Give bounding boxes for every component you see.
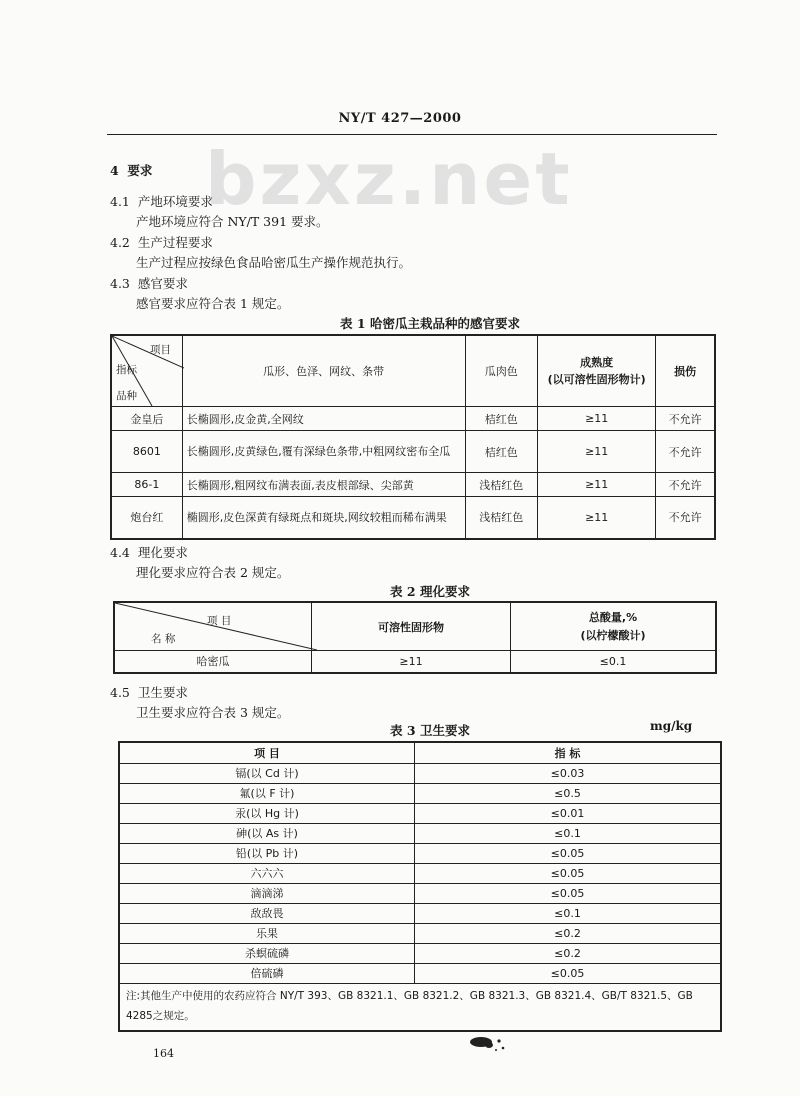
item-cell: 砷(以 As 计): [119, 823, 415, 843]
table-row: [119, 863, 721, 883]
value-cell: ≤0.05: [415, 883, 722, 903]
subsection-title: 感官要求: [137, 276, 188, 291]
ripeness-cell: ≥11: [538, 431, 656, 473]
item-cell: 乐果: [119, 923, 415, 943]
description-cell: 椭圆形,皮色深黄有绿斑点和斑块,网纹较粗而稀布满果: [182, 497, 465, 539]
table-row: [119, 923, 721, 943]
table-row: [119, 763, 721, 783]
header-ripeness-line1: 成熟度: [580, 356, 614, 369]
table-note-row: [119, 983, 721, 1031]
item-cell: 杀螟硫磷: [119, 943, 415, 963]
variety-cell: 8601: [111, 431, 182, 473]
name-cell: 哈密瓜: [114, 651, 312, 673]
header-ripeness-line2: (以可溶性固形物计): [547, 373, 646, 386]
total-acid-cell: ≤0.1: [511, 651, 717, 673]
header-ripeness: [538, 335, 656, 407]
subsection-4-1-heading: [110, 192, 213, 210]
subsection-4-3-heading: [110, 274, 188, 292]
item-cell: 六六六: [119, 863, 415, 883]
table-row: [119, 883, 721, 903]
item-cell: 氟(以 F 计): [119, 783, 415, 803]
subsection-4-3-text: 感官要求应符合表 1 规定。: [136, 296, 290, 311]
table3-caption: 表 3 卫生要求: [390, 723, 470, 738]
header-soluble-solids: 可溶性固形物: [312, 602, 511, 651]
subsection-title: 理化要求: [137, 545, 188, 560]
description-cell: 长椭圆形,皮黄绿色,覆有深绿色条带,中粗网纹密布全瓜: [182, 431, 465, 473]
document-code-header: NY/T 427—2000: [338, 111, 462, 126]
item-cell: 滴滴涕: [119, 883, 415, 903]
value-cell: ≤0.1: [415, 903, 722, 923]
flesh-color-cell: 浅桔红色: [465, 473, 538, 497]
value-cell: ≤0.05: [415, 863, 722, 883]
header-shape: 瓜形、色泽、网纹、条带: [182, 335, 465, 407]
subsection-number: 4.3: [110, 276, 130, 291]
table3-unit: mg/kg: [650, 719, 693, 733]
flesh-color-cell: 桔红色: [465, 431, 538, 473]
corner-variety-label: 品种: [116, 390, 137, 402]
table-row: [119, 783, 721, 803]
section-title: 要求: [127, 163, 153, 178]
flesh-color-cell: 浅桔红色: [465, 497, 538, 539]
value-cell: ≤0.5: [415, 783, 722, 803]
table3-note: 注:其他生产中使用的农药应符合 NY/T 393、GB 8321.1、GB 8321.2、GB 8321.3、GB 8321.4、GB/T 8321.5、GB 4285之规定。: [119, 983, 721, 1031]
table-row: [119, 803, 721, 823]
ripeness-cell: ≥11: [538, 473, 656, 497]
subsection-number: 4.1: [110, 194, 130, 209]
corner-index-label: 指标: [116, 364, 137, 376]
table1: [110, 334, 716, 540]
table-header-row: [111, 335, 715, 407]
corner-name-label: 名 称: [151, 633, 176, 645]
table-row: [111, 407, 715, 431]
value-cell: ≤0.2: [415, 923, 722, 943]
value-cell: ≤0.1: [415, 823, 722, 843]
value-cell: ≤0.03: [415, 763, 722, 783]
item-cell: 汞(以 Hg 计): [119, 803, 415, 823]
section-heading: [110, 161, 152, 179]
damage-cell: 不允许: [656, 497, 715, 539]
damage-cell: 不允许: [656, 407, 715, 431]
ink-blot: [468, 1032, 512, 1054]
subsection-number: 4.4: [110, 545, 130, 560]
table1-corner-cell: [111, 335, 182, 407]
table-header-row: [114, 602, 716, 651]
table-row: [114, 651, 716, 673]
table-row: [111, 473, 715, 497]
corner-item-label: 项 目: [207, 615, 232, 627]
table-row: [119, 903, 721, 923]
header-damage: 损伤: [656, 335, 715, 407]
subsection-title: 卫生要求: [137, 685, 188, 700]
item-cell: 铅(以 Pb 计): [119, 843, 415, 863]
soluble-solids-cell: ≥11: [312, 651, 511, 673]
value-cell: ≤0.05: [415, 843, 722, 863]
subsection-4-4-text: 理化要求应符合表 2 规定。: [136, 565, 290, 580]
table-row: [119, 943, 721, 963]
damage-cell: 不允许: [656, 473, 715, 497]
item-cell: 倍硫磷: [119, 963, 415, 983]
value-cell: ≤0.05: [415, 963, 722, 983]
value-cell: ≤0.01: [415, 803, 722, 823]
item-cell: 镉(以 Cd 计): [119, 763, 415, 783]
subsection-4-4-heading: [110, 543, 188, 561]
header-rule: [107, 134, 717, 135]
header-flesh-color: 瓜肉色: [465, 335, 538, 407]
table-row: [111, 497, 715, 539]
variety-cell: 金皇后: [111, 407, 182, 431]
subsection-title: 生产过程要求: [137, 235, 213, 250]
value-cell: ≤0.2: [415, 943, 722, 963]
header-index: 指 标: [415, 742, 722, 763]
ripeness-cell: ≥11: [538, 497, 656, 539]
table-header-row: [119, 742, 721, 763]
subsection-4-5-heading: [110, 683, 188, 701]
subsection-4-2-text: 生产过程应按绿色食品哈密瓜生产操作规范执行。: [136, 255, 412, 270]
table2: [113, 601, 717, 674]
table3: [118, 741, 722, 1032]
watermark: bzxz.net: [205, 137, 573, 221]
variety-cell: 炮台红: [111, 497, 182, 539]
table2-caption: 表 2 理化要求: [390, 584, 470, 599]
subsection-number: 4.5: [110, 685, 130, 700]
flesh-color-cell: 桔红色: [465, 407, 538, 431]
subsection-title: 产地环境要求: [137, 194, 213, 209]
corner-item-label: 项目: [150, 344, 171, 356]
header-total-acid-line1: 总酸量,%: [588, 610, 638, 624]
description-cell: 长椭圆形,皮金黄,全网纹: [182, 407, 465, 431]
table-row: [111, 431, 715, 473]
subsection-4-5-text: 卫生要求应符合表 3 规定。: [136, 705, 290, 720]
subsection-4-1-text: 产地环境应符合 NY/T 391 要求。: [136, 214, 329, 229]
header-total-acid: [511, 602, 717, 651]
ripeness-cell: ≥11: [538, 407, 656, 431]
table-row: [119, 823, 721, 843]
table1-caption: 表 1 哈密瓜主栽品种的感官要求: [340, 316, 520, 331]
subsection-number: 4.2: [110, 235, 130, 250]
variety-cell: 86-1: [111, 473, 182, 497]
section-number: 4: [110, 163, 119, 178]
page-number: 164: [153, 1047, 174, 1060]
subsection-4-2-heading: [110, 233, 213, 251]
damage-cell: 不允许: [656, 431, 715, 473]
item-cell: 敌敌畏: [119, 903, 415, 923]
table-row: [119, 963, 721, 983]
description-cell: 长椭圆形,粗网纹布满表面,表皮根部绿、尖部黄: [182, 473, 465, 497]
table-row: [119, 843, 721, 863]
header-total-acid-line2: (以柠檬酸计): [580, 628, 646, 642]
header-item: 项 目: [119, 742, 415, 763]
table2-corner-cell: [114, 602, 312, 651]
